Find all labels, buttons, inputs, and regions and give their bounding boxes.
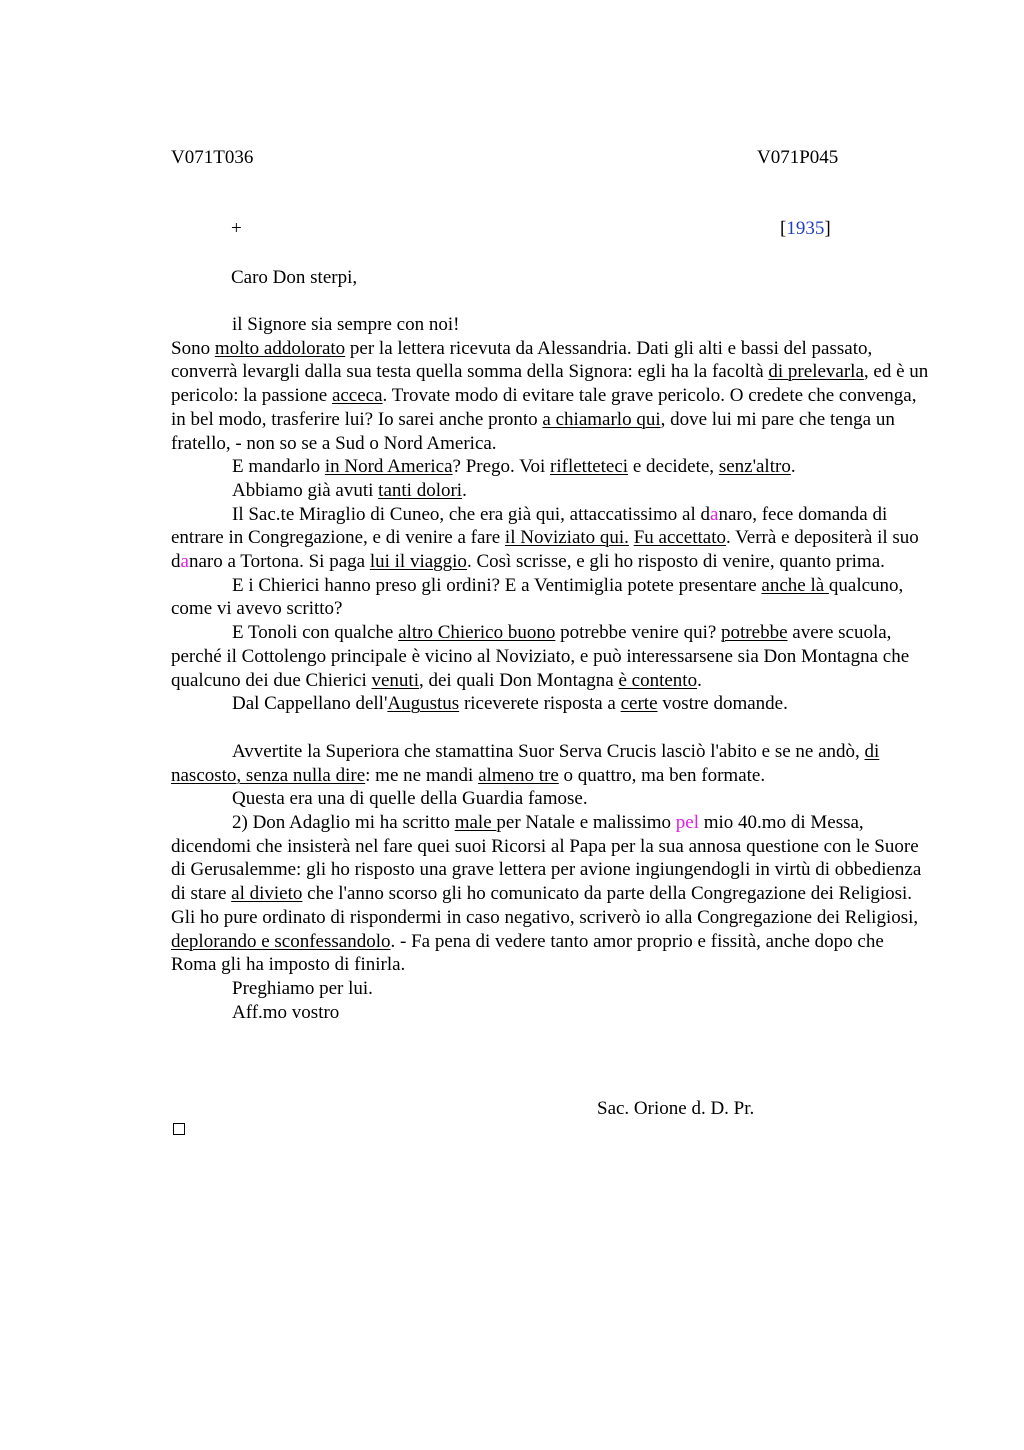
paragraph: Questa era una di quelle della Guardia famose. <box>232 788 588 810</box>
closing: Aff.mo vostro <box>232 1001 340 1023</box>
paragraph: Sono molto addolorato per la lettera ricevuta da Alessandria. Dati gli alti e bassi del passato, converrà levargli dalla sua testa quella somma della Signora: egli ha la facoltà di prelevarla, ed è un pericolo: la passione acceca. Trovate modo di evitare tale grave pericolo. O credete che convenga, in bel modo, trasferire lui? Io sarei anche pronto a chiamarlo qui, dove lui mi pare che tenga un fratello, - non so se a Sud o Nord America. <box>171 337 929 454</box>
paragraph: Abbiamo già avuti tanti dolori. <box>232 479 467 501</box>
paragraph: 2) Don Adaglio mi ha scritto male per Natale e malissimo pel mio 40.mo di Messa, dicendomi che insisterà nel fare quei suoi Ricorsi al Papa per la sua annosa questione con le Suore di Gerusalemme: gli ho risposto una grave lettera per avione ingiungendogli in virtù di obbedienza di stare al divieto che l'anno scorso gli ho comunicato da parte della Congregazione dei Religiosi. Gli ho pure ordinato di rispondermi in caso negativo, scriverò io alla Congregazione dei Religiosi, deplorando e sconfessandolo. - Fa pena di vedere tanto amor proprio e fissità, anche dopo che Roma gli ha imposto di finirla. <box>171 812 922 976</box>
letter-body <box>171 313 931 1024</box>
checkbox-square-icon <box>173 1123 185 1135</box>
doc-code-right: V071P045 <box>757 147 839 168</box>
paragraph-greeting: il Signore sia sempre con noi! <box>232 314 460 335</box>
paragraph: E mandarlo in Nord America? Prego. Voi rifletteteci e decidete, senz'altro. <box>232 456 796 478</box>
paragraph: Preghiamo per lui. <box>232 977 373 999</box>
paragraph: Il Sac.te Miraglio di Cuneo, che era già qui, attaccatissimo al danaro, fece domanda di entrare in Congregazione, e di venire a fare il Noviziato qui. Fu accettato. Verrà e depositerà il suo danaro a Tortona. Si paga lui il viaggio. Così scrisse, e gli ho risposto di venire, quanto prima. <box>171 503 919 573</box>
paragraph: E Tonoli con qualche altro Chierico buono potrebbe venire qui? potrebbe avere scuola, perché il Cottolengo principale è vicino al Noviziato, e può interessarsene sia Don Montagna che qualcuno dei due Chierici venuti, dei quali Don Montagna è contento. <box>171 622 910 691</box>
paragraph-gap <box>171 716 931 740</box>
paragraph: E i Chierici hanno preso gli ordini? E a Ventimiglia potete presentare anche là qualcuno, come vi avevo scritto? <box>171 574 904 620</box>
date-bracket: [1935] <box>780 218 831 239</box>
cross-mark: + <box>231 218 242 239</box>
signature: Sac. Orione d. D. Pr. <box>597 1098 755 1119</box>
doc-code-left: V071T036 <box>171 147 254 168</box>
paragraph: Avvertite la Superiora che stamattina Suor Serva Crucis lasciò l'abito e se ne andò, di nascosto, senza nulla dire: me ne mandi almeno tre o quattro, ma ben formate. <box>171 740 880 786</box>
paragraph: Dal Cappellano dell'Augustus riceverete risposta a certe vostre domande. <box>232 693 788 715</box>
salutation: Caro Don sterpi, <box>231 267 358 288</box>
date-year: 1935 <box>786 218 825 239</box>
